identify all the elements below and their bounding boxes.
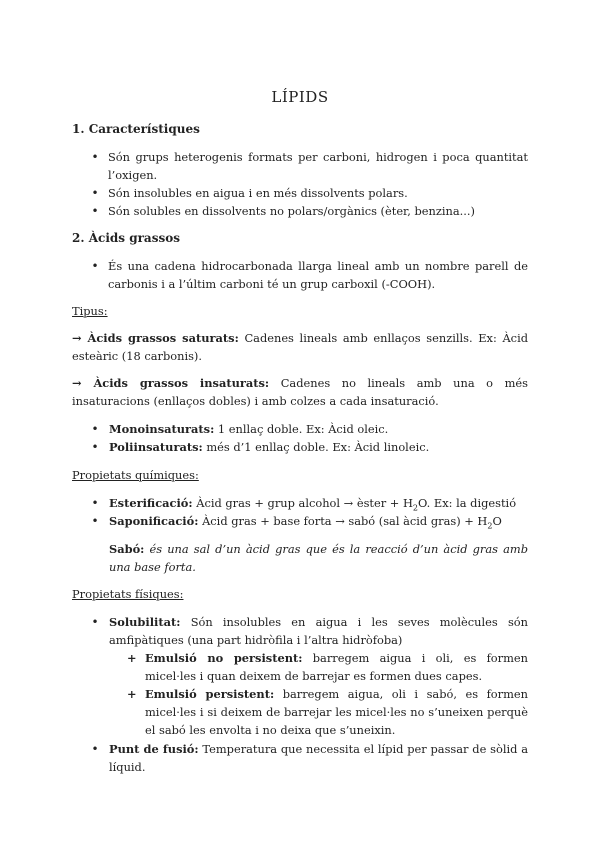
term-esterificacio: Esterificació: [109,496,193,510]
text-saponificacio-end: O [492,514,502,528]
term-sabo: Sabó: [109,542,145,556]
text-insaturats: Cadenes no lineals amb una o més insaturacions (enllaços dobles) i amb colzes a cada insaturació. [72,376,528,408]
text-monoinsaturats: 1 enllaç doble. Ex: Àcid oleic. [214,422,389,436]
paragraph-insaturats [72,374,528,410]
bullet-marker [91,257,99,275]
list-item [109,494,528,512]
bullet-marker [91,184,99,202]
subscript: 2 [487,521,493,531]
term-saponificacio: Saponificació: [109,514,199,528]
text-emulsio-persistent: barregem aigua, oli i sabó, es formen micel·les i si deixem de barrejar les micel·les no s’uneixen perquè el sabó les envolta i no deixa que s’uneixin. [145,687,528,737]
subheading-propietats-quimiques: Propietats químiques: [72,468,199,482]
term-insaturats: → Àcids grassos insaturats: [72,376,270,390]
term-punt-de-fusio: Punt de fusió: [109,742,199,756]
bullet-marker [91,148,99,166]
bullet-marker [91,512,99,530]
section-heading-caracteristiques: 1. Característiques [72,122,200,136]
text-esterificacio-end: O. Ex: la digestió [418,496,517,510]
list-item [109,613,528,649]
text-saponificacio: Àcid gras + base forta → sabó (sal àcid gras) + H [198,514,488,528]
subheading-tipus: Tipus: [72,304,108,318]
list-item [109,438,528,456]
term-poliinsaturats: Poliinsaturats: [109,440,203,454]
text-solubilitat: Són insolubles en aigua i les seves molècules són amfipàtiques (una part hidròfila i l’altra hidròfoba) [109,615,528,647]
page-title: LÍPIDS [271,88,329,106]
subscript: 2 [412,503,418,513]
text-punt-de-fusio: Temperatura que necessita el lípid per passar de sòlid a líquid. [109,742,528,774]
subheading-propietats-fisiques: Propietats físiques: [72,587,184,601]
text-esterificacio: Àcid gras + grup alcohol → èster + H [192,496,413,510]
bullet-marker [91,494,99,512]
term-solubilitat: Solubilitat: [109,615,181,629]
term-monoinsaturats: Monoinsaturats: [109,422,215,436]
list-item: És una cadena hidrocarbonada llarga lineal amb un nombre parell de carbonis i a l’últim carboni té un grup carboxil (-COOH). [108,259,528,291]
paragraph-sabo [109,540,528,576]
sublist-item [145,649,528,685]
bullet-marker [91,740,99,758]
text-emulsio-no-persistent: barregem aigua i oli, es formen micel·les i quan deixem de barrejar es formen dues capes. [145,651,528,683]
list-item [109,740,528,776]
section-heading-acids-grassos: 2. Àcids grassos [72,231,180,245]
plus-marker: + [127,651,137,665]
sublist-item [145,685,528,739]
text-poliinsaturats: més d’1 enllaç doble. Ex: Àcid linoleic. [202,440,430,454]
text-saturats: Cadenes lineals amb enllaços senzills. Ex: Àcid esteàric (18 carbonis). [72,331,528,363]
list-item: Són grups heterogenis formats per carboni, hidrogen i poca quantitat l’oxigen. [108,150,528,182]
list-item [109,512,528,530]
bullet-marker [91,420,99,438]
bullet-marker [91,613,99,631]
text-sabo: és una sal d’un àcid gras que és la reacció d’un àcid gras amb una base forta. [109,542,528,574]
list-item: Són solubles en dissolvents no polars/orgànics (èter, benzina...) [108,204,475,218]
bullet-marker [91,202,99,220]
paragraph-saturats [72,329,528,365]
bullet-marker [91,438,99,456]
list-item: Són insolubles en aigua i en més dissolvents polars. [108,186,408,200]
term-saturats: → Àcids grassos saturats: [72,331,239,345]
plus-marker: + [127,687,137,701]
term-emulsio-persistent: Emulsió persistent: [145,687,275,701]
list-item [109,420,528,438]
term-emulsio-no-persistent: Emulsió no persistent: [145,651,303,665]
